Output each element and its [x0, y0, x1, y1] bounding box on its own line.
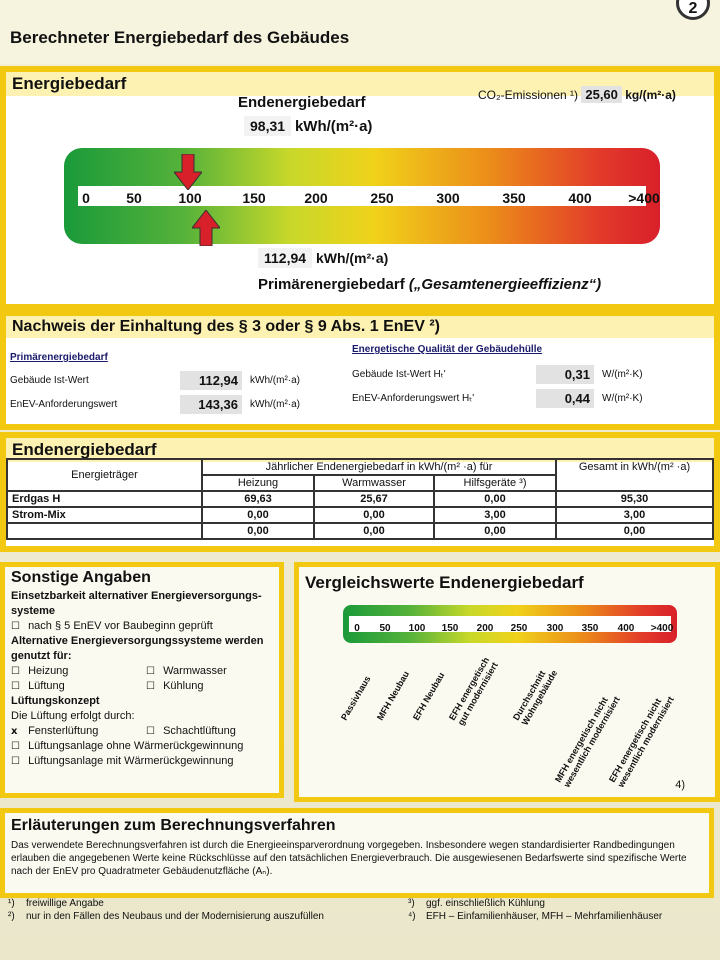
- nachweis-row: [352, 386, 702, 410]
- erlaeuterungen-text: Das verwendete Berechnungsverfahren ist durch die Energieeinsparverordnung vorgegeben. Insbesondere wegen standardisierter Randbedingungen erlauben die angegebenen Werte keine Rückschlüsse auf den tatsächlichen Energieverbrauch. Die ausgewiesenen Bedarfswerte sind spezifische Werte nach der EnEV pro Quadratmeter Gebäudenutzfläche (Aₙ).: [11, 840, 687, 877]
- table-row: [7, 507, 713, 523]
- vergleich-reference-label: MFH energetisch nicht wesentlich modernisiert: [553, 694, 622, 789]
- table-cell-warmwasser: 25,67: [314, 491, 434, 507]
- table-cell-name: [7, 523, 202, 539]
- nachweis-row-unit: kWh/(m²·a): [250, 374, 300, 386]
- footnote-number: ¹): [8, 898, 15, 909]
- nachweis-row-unit: kWh/(m²·a): [250, 398, 300, 410]
- footnote-text: EFH – Einfamilienhäuser, MFH – Mehrfamilienhäuser: [426, 911, 663, 922]
- erlaeuterungen-heading: Erläuterungen zum Berechnungsverfahren: [11, 817, 336, 834]
- lueftungsanlage-ohne-wrg-label: Lüftungsanlage ohne Wärmerückgewinnung: [28, 740, 244, 752]
- vergleich-tick-label: 0: [354, 623, 360, 634]
- nachweis-section: [0, 310, 720, 430]
- col-energietraeger: Energieträger: [7, 459, 202, 491]
- vergleich-reference-label: MFH Neubau: [375, 669, 412, 722]
- col-heizung: Heizung: [202, 475, 314, 491]
- checkbox-unchecked-icon: ☐: [11, 621, 20, 632]
- table-cell-gesamt: 0,00: [556, 523, 713, 539]
- table-cell-name: Erdgas H: [7, 491, 202, 507]
- co2-value: 25,60: [581, 86, 622, 103]
- co2-unit: kg/(m²·a): [625, 88, 676, 102]
- lueftung-label: Lüftung: [28, 680, 65, 692]
- sonstige-content: [5, 589, 279, 769]
- lueftungskonzept-subtitle: Die Lüftung erfolgt durch:: [11, 710, 135, 722]
- footnote-item: [8, 898, 408, 911]
- footnote-number: ²): [8, 911, 15, 922]
- nachweis-row-label: Gebäude Ist-Wert Hₜ': [352, 368, 446, 380]
- vergleich-tick-label: 300: [546, 623, 564, 634]
- primaerenergie-caption: [258, 276, 601, 293]
- checkbox-checked-icon: x: [11, 726, 18, 737]
- table-cell-hilfs: 0,00: [434, 523, 556, 539]
- footnote-text: nur in den Fällen des Neubaus und der Modernisierung auszufüllen: [26, 911, 324, 922]
- lueftungsanlage-mit-wrg-label: Lüftungsanlage mit Wärmerückgewinnung: [28, 755, 234, 767]
- co2-label: CO₂-Emissionen ¹): [478, 88, 579, 102]
- checkbox-unchecked-icon: ☐: [146, 666, 155, 677]
- erlaeuterungen-section: [0, 808, 714, 898]
- fensterlueftung-label: Fensterlüftung: [28, 725, 99, 737]
- scale-tick-label: 100: [178, 190, 202, 206]
- heizung-label: Heizung: [28, 665, 69, 677]
- footnote-item: [408, 898, 708, 911]
- schachtlueftung-label: Schachtlüftung: [163, 725, 236, 737]
- scale-tick-label: 50: [126, 190, 142, 206]
- vergleich-reference-label: Durchschnitt Wohngebäude: [511, 668, 560, 727]
- nachweis-row: [352, 362, 702, 386]
- alt-systeme-genutzt-title: Alternative Energieversorgungssysteme werden genutzt für:: [11, 635, 264, 662]
- table-cell-warmwasser: 0,00: [314, 507, 434, 523]
- table-cell-heizung: 69,63: [202, 491, 314, 507]
- page-title: Berechneter Energiebedarf des Gebäudes: [10, 28, 350, 47]
- scale-tick-label: >400: [628, 190, 660, 206]
- vergleich-footnote: 4): [675, 779, 685, 791]
- alt-systeme-geprueft-label: nach § 5 EnEV vor Baubeginn geprüft: [28, 620, 213, 632]
- nachweis-row: [10, 392, 340, 416]
- footnote-text: freiwillige Angabe: [26, 898, 104, 909]
- scale-tick-label: 200: [304, 190, 328, 206]
- primaerenergie-rows: [10, 368, 340, 416]
- footnote-item: [408, 911, 708, 924]
- checkbox-unchecked-icon: ☐: [146, 726, 155, 737]
- table-cell-warmwasser: 0,00: [314, 523, 434, 539]
- scale-tick-label: 400: [568, 190, 592, 206]
- alt-systeme-geprueft-checkbox[interactable]: [11, 619, 273, 634]
- table-cell-gesamt: 3,00: [556, 507, 713, 523]
- checkbox-unchecked-icon: ☐: [11, 741, 20, 752]
- vergleich-tick-label: 100: [408, 623, 426, 634]
- alt-systeme-row-2: [11, 679, 273, 694]
- table-row: [7, 491, 713, 507]
- scale-tick-label: 350: [502, 190, 526, 206]
- energy-scale-band: [78, 186, 646, 206]
- vergleich-tick-label: 50: [379, 623, 391, 634]
- fensterlueftung-checkbox[interactable]: [11, 724, 146, 739]
- schachtlueftung-checkbox[interactable]: [146, 724, 236, 739]
- table-cell-heizung: 0,00: [202, 507, 314, 523]
- vergleich-tick-label: 150: [441, 623, 459, 634]
- primaerenergie-unit: kWh/(m²·a): [315, 250, 389, 266]
- nachweis-heading: Nachweis der Einhaltung des § 3 oder § 9 Abs. 1 EnEV ²): [6, 316, 714, 338]
- lueftungsanlage-ohne-wrg-checkbox[interactable]: [11, 739, 273, 754]
- kuehlung-checkbox[interactable]: [146, 679, 203, 694]
- nachweis-row-label: Gebäude Ist-Wert: [10, 374, 89, 386]
- table-cell-heizung: 0,00: [202, 523, 314, 539]
- nachweis-row-unit: W/(m²·K): [602, 392, 643, 404]
- nachweis-row-value: 0,31: [536, 365, 594, 384]
- scale-tick-label: 0: [82, 190, 90, 206]
- vergleich-reference-label: Passivhaus: [339, 674, 373, 722]
- nachweis-row: [10, 368, 340, 392]
- table-row: [7, 523, 713, 539]
- lueftung-checkbox[interactable]: [11, 679, 146, 694]
- nachweis-row-label: EnEV-Anforderungswert Hₜ': [352, 392, 475, 404]
- vergleichswerte-section: [294, 562, 720, 802]
- nachweis-row-unit: W/(m²·K): [602, 368, 643, 380]
- primaerenergie-label: Primärenergiebedarf: [258, 276, 405, 293]
- vergleich-reference-label: EFH energetisch nicht wesentlich modernisiert: [607, 694, 676, 789]
- primaerenergie-value: 112,94: [258, 248, 312, 268]
- checkbox-unchecked-icon: ☐: [146, 681, 155, 692]
- heizung-checkbox[interactable]: [11, 664, 146, 679]
- vergleich-tick-label: 400: [617, 623, 635, 634]
- page-number-badge: 2: [676, 0, 710, 20]
- primaerenergie-arrow-icon: [192, 210, 220, 246]
- footnote-number: ⁴): [408, 911, 416, 922]
- vergleich-reference-label: EFH energetisch gut modernisiert: [447, 655, 500, 727]
- sonstige-angaben-section: [0, 562, 284, 798]
- scale-tick-label: 150: [242, 190, 266, 206]
- footnote-item: [8, 911, 408, 924]
- alt-systeme-title: Einsetzbarkeit alternativer Energieversorgungs-systeme: [11, 590, 262, 617]
- page-header: [0, 0, 720, 64]
- checkbox-unchecked-icon: ☐: [11, 666, 20, 677]
- col-warmwasser: Warmwasser: [314, 475, 434, 491]
- col-hilfsgeraete: Hilfsgeräte ³): [434, 475, 556, 491]
- vergleich-tick-label: 350: [581, 623, 599, 634]
- lueftung-row-1: [11, 724, 273, 739]
- alt-systeme-row-1: [11, 664, 273, 679]
- checkbox-unchecked-icon: ☐: [11, 681, 20, 692]
- footnote-text: ggf. einschließlich Kühlung: [426, 898, 545, 909]
- energiebedarf-heading: Energiebedarf: [6, 72, 714, 96]
- endenergie-label: Endenergiebedarf: [238, 94, 366, 111]
- col-gesamt: Gesamt in kWh/(m² ·a): [556, 459, 713, 491]
- endenergie-readout: [244, 116, 372, 136]
- nachweis-row-value: 143,36: [180, 395, 242, 414]
- vergleichswerte-heading: Vergleichswerte Endenergiebedarf: [305, 573, 584, 592]
- lueftungskonzept-title: Lüftungskonzept: [11, 695, 100, 707]
- col-jaehrlicher-bedarf: Jährlicher Endenergiebedarf in kWh/(m² ·a) für: [202, 459, 556, 475]
- endenergie-value: 98,31: [244, 116, 291, 136]
- primaerenergie-readout: [258, 248, 388, 268]
- footnote-number: ³): [408, 898, 415, 909]
- table-cell-name: Strom-Mix: [7, 507, 202, 523]
- endenergie-table: [6, 458, 714, 540]
- primaerenergie-subheading: Primärenergiebedarf: [10, 352, 108, 363]
- lueftungsanlage-mit-wrg-checkbox[interactable]: [11, 754, 273, 769]
- endenergie-unit: kWh/(m²·a): [294, 118, 373, 135]
- endenergiebedarf-heading: Endenergiebedarf: [6, 438, 714, 462]
- primaerenergie-subtitle: („Gesamtenergieeffizienz“): [408, 276, 602, 293]
- checkbox-unchecked-icon: ☐: [11, 756, 20, 767]
- scale-tick-label: 250: [370, 190, 394, 206]
- vergleich-tick-label: 200: [476, 623, 494, 634]
- kuehlung-label: Kühlung: [163, 680, 204, 692]
- footnotes: [8, 898, 708, 924]
- vergleich-reference-label: EFH Neubau: [411, 670, 447, 722]
- nachweis-row-value: 0,44: [536, 389, 594, 408]
- endenergie-arrow-icon: [174, 154, 202, 190]
- scale-tick-label: 300: [436, 190, 460, 206]
- table-header-row: [7, 459, 713, 475]
- warmwasser-label: Warmwasser: [163, 665, 227, 677]
- sonstige-heading: Sonstige Angaben: [11, 569, 151, 586]
- energiebedarf-section: [0, 66, 720, 310]
- table-cell-gesamt: 95,30: [556, 491, 713, 507]
- co2-readout: [478, 86, 676, 103]
- gebaeudehuelle-subheading: Energetische Qualität der Gebäudehülle: [352, 344, 543, 355]
- warmwasser-checkbox[interactable]: [146, 664, 227, 679]
- table-cell-hilfs: 0,00: [434, 491, 556, 507]
- vergleich-tick-label: >400: [650, 623, 674, 634]
- endenergiebedarf-section: [0, 432, 720, 552]
- nachweis-row-label: EnEV-Anforderungswert: [10, 398, 118, 410]
- vergleich-tick-label: 250: [510, 623, 528, 634]
- gebaeudehuelle-rows: [352, 362, 702, 410]
- table-cell-hilfs: 3,00: [434, 507, 556, 523]
- nachweis-row-value: 112,94: [180, 371, 242, 390]
